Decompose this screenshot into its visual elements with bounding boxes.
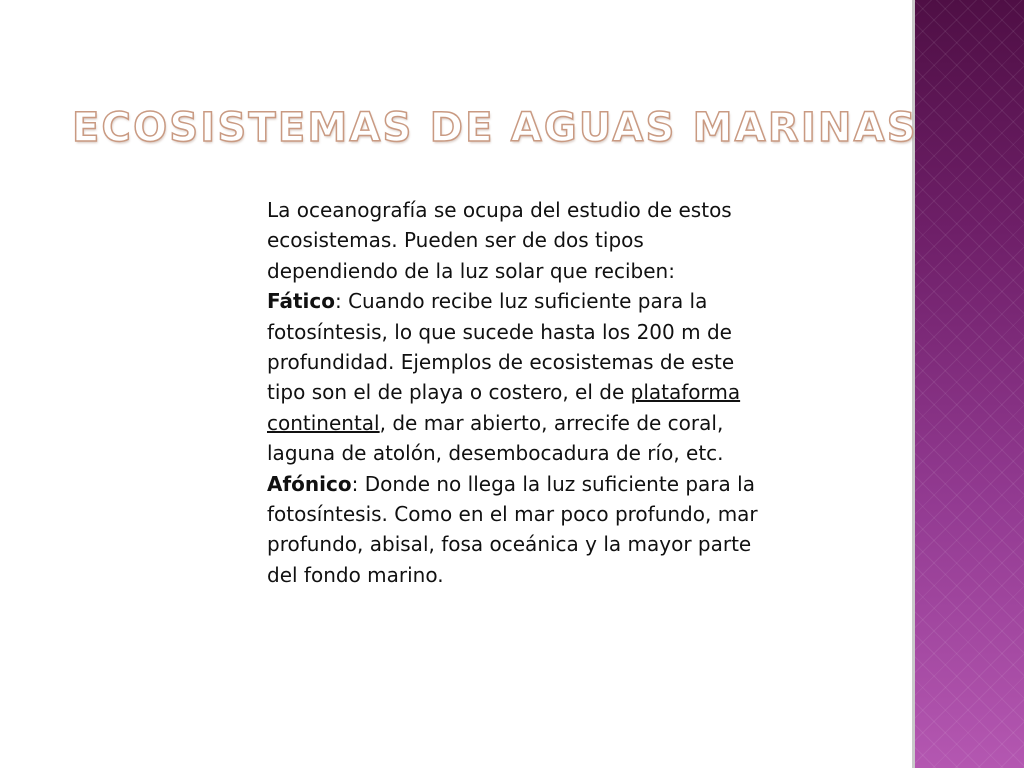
intro-paragraph bbox=[267, 195, 767, 286]
slide-body bbox=[267, 195, 767, 590]
fatico-term: Fático bbox=[267, 289, 335, 314]
fatico-paragraph bbox=[267, 286, 767, 468]
fatico-text-continued: , de mar abierto, arrecife de coral, laguna de atolón, desembocadura de río, etc. bbox=[267, 410, 724, 466]
afonico-term: Afónico bbox=[267, 471, 352, 496]
afonico-paragraph bbox=[267, 469, 767, 591]
decorative-side-band bbox=[912, 0, 1024, 768]
intro-text: La oceanografía se ocupa del estudio de estos ecosistemas. Pueden ser de dos tipos dependiendo de la luz solar que reciben: bbox=[267, 198, 732, 283]
afonico-text: : Donde no llega la luz suficiente para la fotosíntesis. Como en el mar poco profundo, mar profundo, abisal, fosa oceánica y la mayor parte del fondo marino. bbox=[267, 471, 758, 587]
plataforma-continental-link[interactable]: plataforma continental bbox=[267, 380, 741, 435]
slide-title: ECOSISTEMAS DE AGUAS MARINAS bbox=[72, 105, 918, 151]
fatico-text: : Cuando recibe luz suficiente para la fotosíntesis, lo que sucede hasta los 200 m de profundidad. Ejemplos de ecosistemas de este tipo son el de playa o costero, el de bbox=[267, 289, 735, 405]
